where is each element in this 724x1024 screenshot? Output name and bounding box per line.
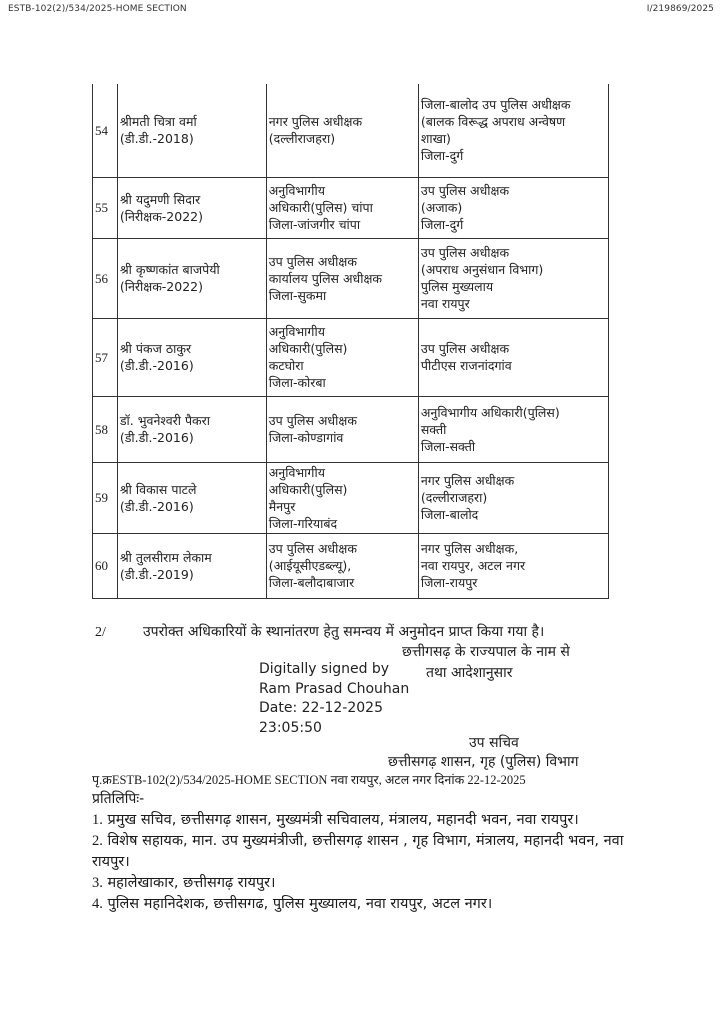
signature-time: 23:05:50 <box>259 719 322 736</box>
officer-cell <box>117 238 266 318</box>
new-posting-cell <box>418 462 608 533</box>
current-posting-line: अधिकारी(पुलिस) चांपा <box>268 200 373 215</box>
new-posting-cell <box>418 396 608 462</box>
new-posting-line: पुलिस मुख्यलाय <box>420 279 494 294</box>
copy-item-number: 3. <box>92 875 103 891</box>
copy-item-3 <box>92 873 632 894</box>
officer-cell <box>117 318 266 396</box>
officer-rank: (निरीक्षक-2022) <box>119 279 203 294</box>
officer-name: श्री यदुमणी सिदार <box>119 191 201 207</box>
new-posting-line: उप पुलिस अधीक्षक <box>420 245 510 260</box>
officer-rank: (डी.डी.-2016) <box>119 430 194 445</box>
officer-name: श्री तुलसीराम लेकाम <box>119 549 212 565</box>
current-posting-line: (आईयूसीएडब्ल्यू), <box>268 558 352 573</box>
copy-item-number: 4. <box>92 896 103 912</box>
table-row <box>93 238 609 318</box>
new-posting-line: (दल्लीराजहरा) <box>420 490 488 505</box>
serial-number: 58 <box>93 396 118 462</box>
new-posting-line: अनुविभागीय अधिकारी(पुलिस) <box>420 404 560 420</box>
officer-cell <box>117 396 266 462</box>
transfer-table <box>92 84 609 599</box>
copy-item-1 <box>92 810 632 831</box>
officer-name: श्री कृष्णकांत बाजपेयी <box>119 262 220 277</box>
new-posting-cell <box>418 533 608 598</box>
officer-cell <box>117 177 266 238</box>
paragraph-number: 2/ <box>95 625 106 640</box>
copy-item-text: विशेष सहायक, मान. उप मुख्यमंत्रीजी, छत्तीसगढ़ शासन , गृह विभाग, मंत्रालय, महानदी भवन, नवा रायपुर। <box>92 833 624 870</box>
current-posting-cell <box>266 177 418 238</box>
digital-signature <box>259 660 409 738</box>
current-posting-line: अधिकारी(पुलिस) <box>268 341 348 356</box>
new-posting-line: नगर पुलिस अधीक्षक <box>420 473 515 488</box>
new-posting-cell <box>418 238 608 318</box>
officer-rank: (डी.डी.-2016) <box>119 498 194 514</box>
officer-rank: (डी.डी.-2016) <box>119 358 194 373</box>
copy-item-text: पुलिस महानिदेशक, छत्तीसगढ, पुलिस मुख्यालय, नवा रायपुर, अटल नगर। <box>102 896 493 912</box>
current-posting-cell <box>266 396 418 462</box>
officer-rank: (डी.डी.-2019) <box>119 566 194 582</box>
current-posting-line: कटघोरा <box>268 358 304 373</box>
new-posting-line: जिला-रायपुर <box>420 575 478 590</box>
signature-date: Date: 22-12-2025 <box>259 700 383 716</box>
serial-number: 56 <box>93 238 118 318</box>
new-posting-cell <box>418 318 608 396</box>
new-posting-cell <box>418 84 608 177</box>
current-posting-line: उप पुलिस अधीक्षक <box>268 253 357 269</box>
table-row <box>93 84 609 177</box>
copy-item-number: 2. <box>92 833 103 849</box>
new-posting-line: जिला-सक्ती <box>420 438 476 454</box>
signature-line-2: Ram Prasad Chouhan <box>259 680 410 697</box>
officer-cell <box>117 462 266 533</box>
new-posting-line: नगर पुलिस अधीक्षक, <box>420 541 519 556</box>
current-posting-cell <box>266 318 418 396</box>
new-posting-line: उप पुलिस अधीक्षक <box>420 341 510 356</box>
serial-number: 54 <box>93 84 118 177</box>
signature-line-1: Digitally signed by <box>259 661 390 677</box>
new-posting-line: नवा रायपुर <box>420 296 470 311</box>
copy-list <box>92 810 632 915</box>
serial-number: 55 <box>93 177 118 238</box>
new-posting-line: शाखा) <box>420 131 451 147</box>
officer-name: श्रीमती चित्रा वर्मा <box>119 114 197 130</box>
table-row <box>93 462 609 533</box>
current-posting-line: उप पुलिस अधीक्षक <box>268 413 357 428</box>
current-posting-cell <box>266 238 418 318</box>
new-posting-line: नवा रायपुर, अटल नगर <box>420 558 526 573</box>
officer-rank: (निरीक्षक-2022) <box>119 208 203 224</box>
table-row <box>93 396 609 462</box>
serial-number: 59 <box>93 462 118 533</box>
current-posting-cell <box>266 84 418 177</box>
current-posting-line: जिला-कोरबा <box>268 375 326 390</box>
copy-item-text: प्रमुख सचिव, छत्तीसगढ़ शासन, मुख्यमंत्री सचिवालय, मंत्रालय, महानदी भवन, नवा रायपुर। <box>102 812 579 828</box>
table-row <box>93 318 609 396</box>
new-posting-line: जिला-दुर्ग <box>420 148 464 164</box>
serial-number: 57 <box>93 318 118 396</box>
current-posting-line: अनुविभागीय <box>268 183 325 198</box>
new-posting-line: (अजाक) <box>420 200 463 215</box>
reference-line: पृ.क्रESTB-102(2)/534/2025-HOME SECTION नवा रायपुर, अटल नगर दिनांक 22-12-2025 <box>92 773 526 787</box>
table-row <box>93 533 609 598</box>
serial-number: 60 <box>93 533 118 598</box>
copy-item-4 <box>92 894 632 915</box>
copy-item-text: महालेखाकार, छत्तीसगढ़ रायपुर। <box>102 875 276 891</box>
current-posting-line: (दल्लीराजहरा) <box>268 131 336 147</box>
current-posting-line: अधिकारी(पुलिस) <box>268 481 348 497</box>
copy-item-number: 1. <box>92 812 103 828</box>
paragraph-text: उपरोक्त अधिकारियों के स्थानांतरण हेतु समन्वय में अनुमोदन प्राप्त किया गया है। <box>143 624 545 640</box>
current-posting-line: कार्यालय पुलिस अधीक्षक <box>268 270 383 286</box>
officer-name: श्री पंकज ठाकुर <box>119 341 192 356</box>
new-posting-line: सक्ती <box>420 421 447 437</box>
current-posting-cell <box>266 533 418 598</box>
file-number-header: ESTB-102(2)/534/2025-HOME SECTION <box>8 4 187 14</box>
current-posting-line: जिला-गरियाबंद <box>268 515 338 531</box>
new-posting-line: (अपराध अनुसंधान विभाग) <box>420 262 544 277</box>
current-posting-line: अनुविभागीय <box>268 324 325 339</box>
copy-item-2 <box>92 831 632 873</box>
current-posting-line: अनुविभागीय <box>268 464 325 480</box>
officer-name: डॉ. भुवनेश्वरी पैकरा <box>119 413 211 428</box>
approval-paragraph <box>95 622 544 641</box>
current-posting-line: जिला-जांजगीर चांपा <box>268 217 361 232</box>
new-posting-line: (बालक विरूद्ध अपराध अन्वेषण <box>420 114 566 130</box>
new-posting-cell <box>418 177 608 238</box>
governor-line-1: छत्तीगसढ़ के राज्यपाल के नाम से <box>402 644 570 660</box>
designation-department: छत्तीसगढ़ शासन, गृह (पुलिस) विभाग <box>388 754 579 770</box>
officer-name: श्री विकास पाटले <box>119 481 197 497</box>
current-posting-line: मैनपुर <box>268 498 296 514</box>
current-posting-line: नगर पुलिस अधीक्षक <box>268 114 363 130</box>
governor-line-2: तथा आदेशानुसार <box>426 665 513 681</box>
table-row <box>93 177 609 238</box>
designation-title: उप सचिव <box>469 735 519 751</box>
new-posting-line: उप पुलिस अधीक्षक <box>420 183 510 198</box>
copy-label: प्रतिलिपिः- <box>92 791 145 807</box>
current-posting-cell <box>266 462 418 533</box>
current-posting-line: जिला-सुकमा <box>268 287 327 303</box>
new-posting-line: जिला-दुर्ग <box>420 217 464 232</box>
officer-rank: (डी.डी.-2018) <box>119 131 194 147</box>
current-posting-line: जिला-बलौदाबाजार <box>268 575 355 590</box>
officer-cell <box>117 533 266 598</box>
current-posting-line: जिला-कोण्डागांव <box>268 430 344 445</box>
officer-cell <box>117 84 266 177</box>
new-posting-line: जिला-बालोद <box>420 507 479 522</box>
current-posting-line: उप पुलिस अधीक्षक <box>268 541 357 556</box>
new-posting-line: पीटीएस राजनांदगांव <box>420 358 512 373</box>
document-id-header: I/219869/2025 <box>646 4 714 14</box>
new-posting-line: जिला-बालोद उप पुलिस अधीक्षक <box>420 97 571 113</box>
